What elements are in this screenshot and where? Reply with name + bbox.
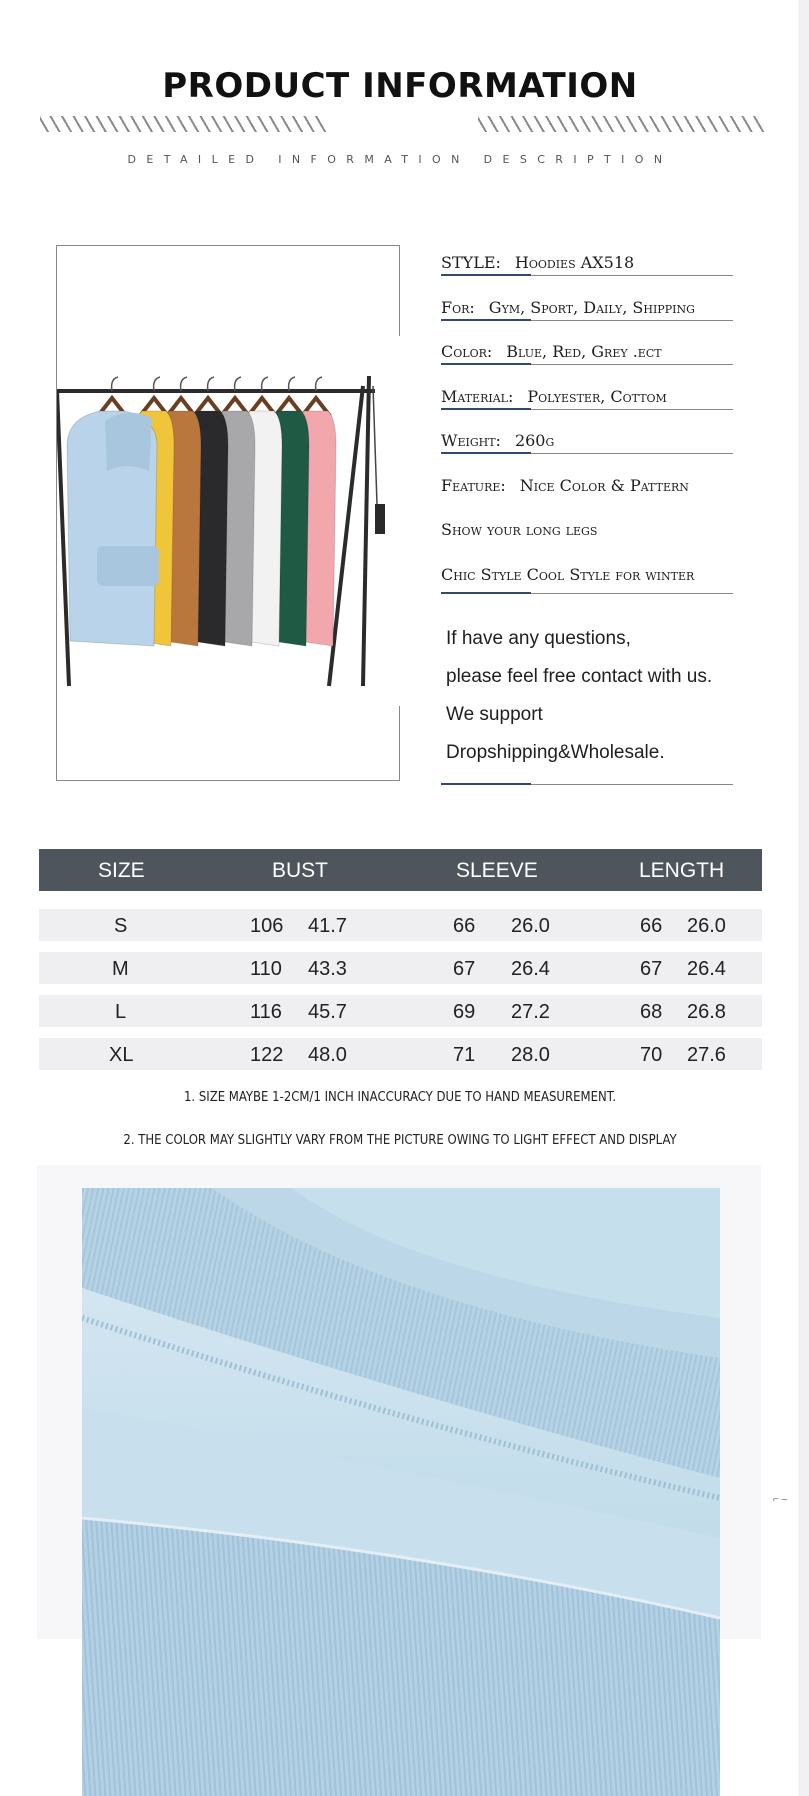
page-title: PRODUCT INFORMATION bbox=[162, 66, 638, 106]
info-value: Nice Color & Pattern bbox=[519, 475, 689, 495]
info-row-feature bbox=[441, 468, 733, 513]
cell-length-cm: 68 bbox=[640, 1001, 663, 1023]
info-label: Feature: bbox=[441, 475, 506, 495]
info-label: Weight: bbox=[441, 431, 501, 450]
cell-length-in: 26.8 bbox=[687, 1001, 726, 1023]
hatch-divider-right bbox=[478, 116, 764, 132]
product-info-list bbox=[441, 245, 733, 601]
header-sleeve: SLEEVE bbox=[456, 859, 538, 882]
cell-length-in: 26.0 bbox=[687, 915, 726, 937]
front-pocket bbox=[97, 546, 159, 586]
size-table-header bbox=[39, 849, 762, 891]
cell-bust-cm: 106 bbox=[250, 915, 284, 937]
fabric-closeup-image bbox=[82, 1188, 720, 1796]
cell-sleeve-cm: 71 bbox=[453, 1044, 476, 1066]
note-2-wrap bbox=[0, 1131, 800, 1149]
header-length: LENGTH bbox=[639, 859, 725, 882]
stray-mark: ⌐ ‒ bbox=[773, 1494, 788, 1505]
side-strip bbox=[798, 0, 809, 1796]
info-value: Polyester, Cottom bbox=[527, 386, 667, 406]
info-value: Gym, Sport, Daily, Shipping bbox=[488, 297, 695, 317]
info-row-style bbox=[441, 245, 733, 290]
cell-sleeve-cm: 69 bbox=[453, 1001, 476, 1023]
hatch-divider-left bbox=[40, 116, 326, 132]
contact-note bbox=[446, 620, 766, 772]
cell-bust-in: 41.7 bbox=[308, 915, 347, 937]
info-value: Hoodies AX518 bbox=[514, 253, 635, 272]
table-row bbox=[39, 909, 762, 941]
cell-length-cm: 70 bbox=[640, 1044, 663, 1066]
info-row-color bbox=[441, 334, 733, 379]
measurement-note: 1. SIZE MAYBE 1-2CM/1 INCH INACCURACY DUE TO HAND MEASUREMENT. bbox=[183, 1090, 617, 1105]
size-table bbox=[39, 849, 762, 1066]
page-subtitle: DETAILED INFORMATION DESCRIPTION bbox=[127, 153, 673, 166]
cell-bust-in: 43.3 bbox=[308, 958, 347, 980]
contact-line-4: Dropshipping&Wholesale. bbox=[446, 742, 665, 763]
cell-size: XL bbox=[109, 1044, 134, 1066]
cell-sleeve-cm: 67 bbox=[453, 958, 476, 980]
cell-length-cm: 67 bbox=[640, 958, 663, 980]
contact-divider-accent bbox=[441, 783, 531, 785]
cell-bust-cm: 110 bbox=[250, 958, 282, 980]
info-row-weight bbox=[441, 423, 733, 468]
cell-length-in: 27.6 bbox=[687, 1044, 726, 1066]
info-row-for bbox=[441, 290, 733, 335]
info-row-feature-2 bbox=[441, 512, 733, 557]
info-row-feature-3 bbox=[441, 557, 733, 602]
contact-line-1: If have any questions, bbox=[446, 628, 631, 649]
cell-size: L bbox=[115, 1001, 127, 1023]
cell-bust-cm: 116 bbox=[250, 1001, 282, 1023]
info-label: Material: bbox=[441, 386, 514, 406]
cell-size: S bbox=[114, 915, 128, 937]
note-1-wrap bbox=[0, 1088, 800, 1106]
cell-sleeve-in: 26.0 bbox=[511, 915, 550, 937]
contact-line-2: please feel free contact with us. bbox=[446, 666, 713, 687]
table-row bbox=[39, 995, 762, 1027]
table-row bbox=[39, 952, 762, 984]
cell-sleeve-in: 28.0 bbox=[511, 1044, 550, 1066]
info-label: STYLE: bbox=[441, 253, 501, 272]
info-label: For: bbox=[441, 297, 475, 317]
front-hood bbox=[105, 413, 152, 471]
info-value: 260g bbox=[514, 431, 555, 450]
contact-line-3: We support bbox=[446, 704, 543, 725]
table-row bbox=[39, 1038, 762, 1070]
cell-size: M bbox=[112, 958, 129, 980]
cell-sleeve-in: 26.4 bbox=[511, 958, 550, 980]
cell-bust-cm: 122 bbox=[250, 1044, 284, 1066]
hoodies-on-rack-image bbox=[57, 246, 401, 782]
info-value: Chic Style Cool Style for winter bbox=[441, 564, 695, 584]
info-row-material bbox=[441, 379, 733, 424]
info-value: Blue, Red, Grey .ect bbox=[506, 342, 662, 361]
cell-bust-in: 48.0 bbox=[308, 1044, 347, 1066]
cell-length-cm: 66 bbox=[640, 915, 663, 937]
header-size: SIZE bbox=[98, 859, 145, 882]
color-note: 2. THE COLOR MAY SLIGHTLY VARY FROM THE PICTURE OWING TO LIGHT EFFECT AND DISPLAY bbox=[123, 1133, 677, 1148]
product-photo bbox=[56, 245, 400, 781]
info-label: Color: bbox=[441, 342, 493, 361]
header-bust: BUST bbox=[272, 859, 329, 882]
cell-sleeve-in: 27.2 bbox=[511, 1001, 550, 1023]
cell-bust-in: 45.7 bbox=[308, 1001, 347, 1023]
cell-sleeve-cm: 66 bbox=[453, 915, 476, 937]
info-value: Show your long legs bbox=[441, 520, 598, 539]
cell-length-in: 26.4 bbox=[687, 958, 726, 980]
